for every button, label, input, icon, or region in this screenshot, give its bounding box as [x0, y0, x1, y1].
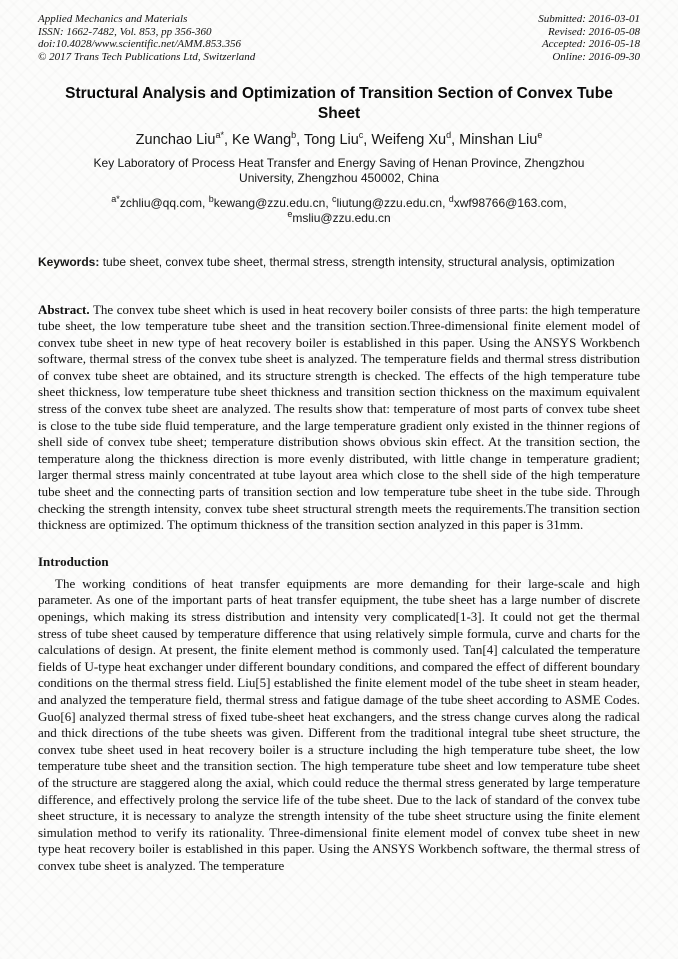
author-name-superscript: a* [215, 130, 224, 141]
email-address-superscript: e [287, 209, 293, 219]
abstract-label: Abstract. [38, 301, 90, 317]
keywords-block [38, 255, 640, 271]
author-name: Ke Wang [232, 132, 292, 148]
journal-copyright-line: © 2017 Trans Tech Publications Ltd, Switzerland [38, 50, 256, 63]
email-address-superscript: a* [111, 194, 120, 204]
email-address: kewang@zzu.edu.cn [213, 196, 326, 210]
section-heading-introduction: Introduction [38, 553, 109, 569]
revised-date: Revised: 2016-05-08 [548, 25, 640, 38]
author-name: Tong Liu [303, 132, 359, 148]
introduction-paragraph: The working conditions of heat transfer equipments are more demanding for their large-scale and high parameter. As one of the important parts of heat transfer equipment, the tube sheet has a large number of discrete openings, which making its stress distribution and intensity very complicated[1-3]. It could not get the thermal stress of tube sheet caused by temperature difference that using relatively simple formula, curve and charts for the calculations of design. At present, the finite element method is commonly used. Tan[4] calculated the temperature fields of U-type heat exchanger under different boundary conditions, and compared the effect of different boundary conditions on the thermal stress field. Liu[5] established the finite element model of the tube sheet in steam header, and analyzed the temperature field, thermal stress and fatigue damage of the tube sheet according to ASME Codes. Guo[6] analyzed thermal stress of fixed tube-sheet heat exchangers, and the stress change curves along the radical and thick directions of the tube sheets was given. Different from the traditional integral tube sheet structure, the convex tube sheet used in heat recovery boiler is a structure including the high temperature tube sheet, the low temperature tube sheet and the transition section. The high temperature tube sheet and low temperature tube sheet of the structure are staggered along the axial, which could reduce the thermal stress generated by large temperature difference, and effectively prolong the service life of the tube sheet. Due to the lack of standard of the convex tube sheet structure, it is necessary to analyze the strength intensity of the tube sheet structure using the finite element simulation method to verify its rationality. Three-dimensional finite element model of convex tube sheet in new type heat recovery boiler is established in this paper. Using the ANSYS Workbench software, the thermal stress of convex tube sheet is analyzed. The temperature [38, 575, 640, 873]
email-address: xwf98766@163.com [453, 196, 564, 210]
author-name: Minshan Liu [459, 132, 538, 148]
author-name: Zunchao Liu [135, 132, 216, 148]
email-address-superscript: d [448, 194, 454, 204]
affiliation: Key Laboratory of Process Heat Transfer and Energy Saving of Henan Province, Zhengzhou University, Zhengzhou 450002, China [93, 156, 585, 185]
journal-issn-line: ISSN: 1662-7482, Vol. 853, pp 356-360 [38, 25, 212, 38]
author-name-superscript: d [446, 130, 452, 141]
journal-doi-line: doi:10.4028/www.scientific.net/AMM.853.356 [38, 38, 241, 50]
email-address: msliu@zzu.edu.cn [292, 211, 391, 225]
accepted-date: Accepted: 2016-05-18 [541, 38, 640, 50]
emails-line: $^{a*}$zchliu@qq.com, $^b$kewang@zzu.edu.cn, $^c$liutung@zzu.edu.cn, $^d$xwf98766@163.com, $^e$msliu@zzu.edu.cn [111, 194, 567, 225]
keywords-label: Keywords: [38, 255, 100, 269]
online-date: Online: 2016-09-30 [552, 50, 640, 63]
journal-title-line: Applied Mechanics and Materials [38, 13, 188, 25]
authors-line: Zunchao Liu$^{a*}$, Ke Wang$^b$, Tong Liu$^c$, Weifeng Xu$^d$, Minshan Liu$^e$ [135, 130, 543, 148]
abstract-text: The convex tube sheet which is used in heat recovery boiler consists of three parts: the high temperature tube sheet, the low temperature tube sheet and the transition section.Three-dimensional finite element model of convex tube sheet in new type of heat recovery boiler is established in this paper. Using the ANSYS Workbench software, thermal stress of the convex tube sheet is analyzed. The temperature fields and thermal stress distribution of convex tube sheet are obtained, and its structure strength is checked. The effects of the high temperature tube sheet thickness, low temperature tube sheet thickness and transition section thickness on the maximum equivalent stress of the convex tube sheet are analyzed. The results show that: temperature of most parts of convex tube sheet is close to the tube side fluid temperature, and the large temperature gradient only existed in the thinner regions of shell side of convex tube sheet; temperature distribution shows obvious skin effect. At the transition section, the temperature along the thickness direction is more evenly distributed, with little change in temperature gradient; larger thermal stress mainly concentrated at tube layout area which close to the shell side of the high temperature tube sheet and the connecting parts of transition section and low temperature tube sheet in the tube side. Through checking the strength intensity, convex tube sheet structural strength meets the requirements.The transition section thickness are optimized. The optimum thickness of the transition section analyzed in this paper is 31mm. [38, 301, 640, 533]
email-address: zchliu@qq.com [119, 196, 203, 210]
email-address-superscript: b [208, 194, 214, 204]
abstract-block [38, 302, 640, 534]
keywords-text: tube sheet, convex tube sheet, thermal stress, strength intensity, structural analysis, optimization [102, 255, 615, 269]
journal-info [38, 13, 255, 63]
author-name-superscript: c [358, 130, 364, 141]
submission-dates [538, 13, 640, 63]
author-name-superscript: b [291, 130, 297, 141]
email-address: liutung@zzu.edu.cn [336, 196, 443, 210]
submitted-date: Submitted: 2016-03-01 [538, 13, 640, 25]
author-name-superscript: e [537, 130, 543, 141]
email-address-superscript: c [331, 194, 337, 204]
journal-header [38, 13, 640, 63]
author-name: Weifeng Xu [371, 132, 447, 148]
paper-title: Structural Analysis and Optimization of Transition Section of Convex Tube Sheet [65, 85, 613, 122]
